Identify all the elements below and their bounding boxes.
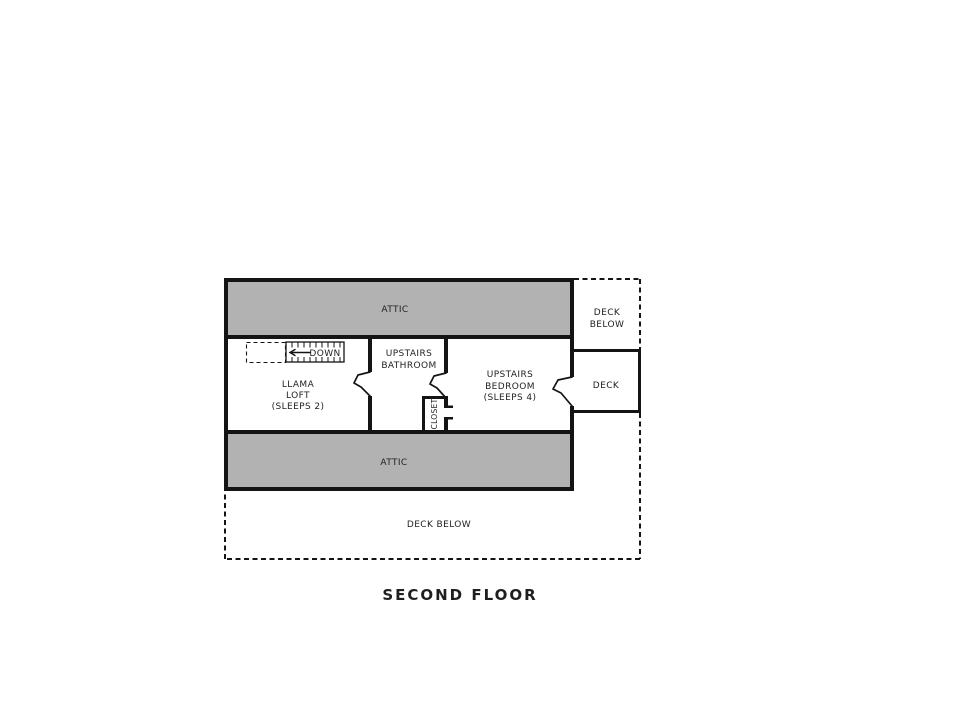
stair-landing-dashed (247, 343, 286, 363)
stairs-down-label: DOWN (309, 349, 341, 359)
page-title: SECOND FLOOR (382, 586, 538, 604)
wall-closet-left (422, 396, 425, 430)
deck-below-upper-label-line1: DECK (593, 308, 621, 318)
attic-top-label: ATTIC (381, 305, 409, 315)
wall-bathroom-bedroom-upper (444, 339, 448, 373)
wall-building-top (224, 278, 574, 282)
door-opening-bedroom-deck (553, 377, 572, 406)
closet-label: CLOSET (430, 398, 439, 430)
deck-below-lower-label: DECK BELOW (406, 520, 472, 530)
bedroom-label-line2: BEDROOM (485, 382, 535, 392)
wall-building-right-lower (570, 406, 574, 491)
llama-loft-label-line3: (SLEEPS 2) (271, 402, 325, 412)
llama-loft-label-line1: LLAMA (281, 380, 315, 390)
wall-loft-bathroom-lower (368, 396, 372, 430)
wall-deck-bottom (574, 410, 641, 413)
wall-building-bottom (224, 487, 574, 491)
bedroom-label-line3: (SLEEPS 4) (483, 393, 537, 403)
door-opening-loft-bathroom (354, 372, 370, 396)
bathroom-label-line1: UPSTAIRS (385, 349, 433, 359)
wall-bathroom-bedroom-lower (444, 420, 448, 431)
wall-attic-top-inner (224, 335, 574, 339)
wall-loft-bathroom-upper (368, 339, 372, 372)
wall-building-right-upper (570, 278, 574, 377)
wall-deck-right (638, 349, 641, 413)
attic-bottom-label: ATTIC (380, 458, 408, 468)
closet-door-jamb-bottom (444, 417, 453, 420)
bedroom-label-line1: UPSTAIRS (486, 370, 534, 380)
llama-loft-label-line2: LOFT (286, 391, 310, 401)
wall-building-left (224, 278, 228, 491)
closet-door-jamb-top (444, 406, 453, 409)
wall-deck-top (574, 349, 641, 352)
deck-label: DECK (592, 381, 620, 391)
deck-below-upper-label-line2: BELOW (589, 320, 625, 330)
door-opening-bathroom-bedroom (430, 373, 446, 398)
bathroom-label-line2: BATHROOM (381, 361, 437, 371)
wall-attic-bottom-inner (224, 430, 574, 434)
